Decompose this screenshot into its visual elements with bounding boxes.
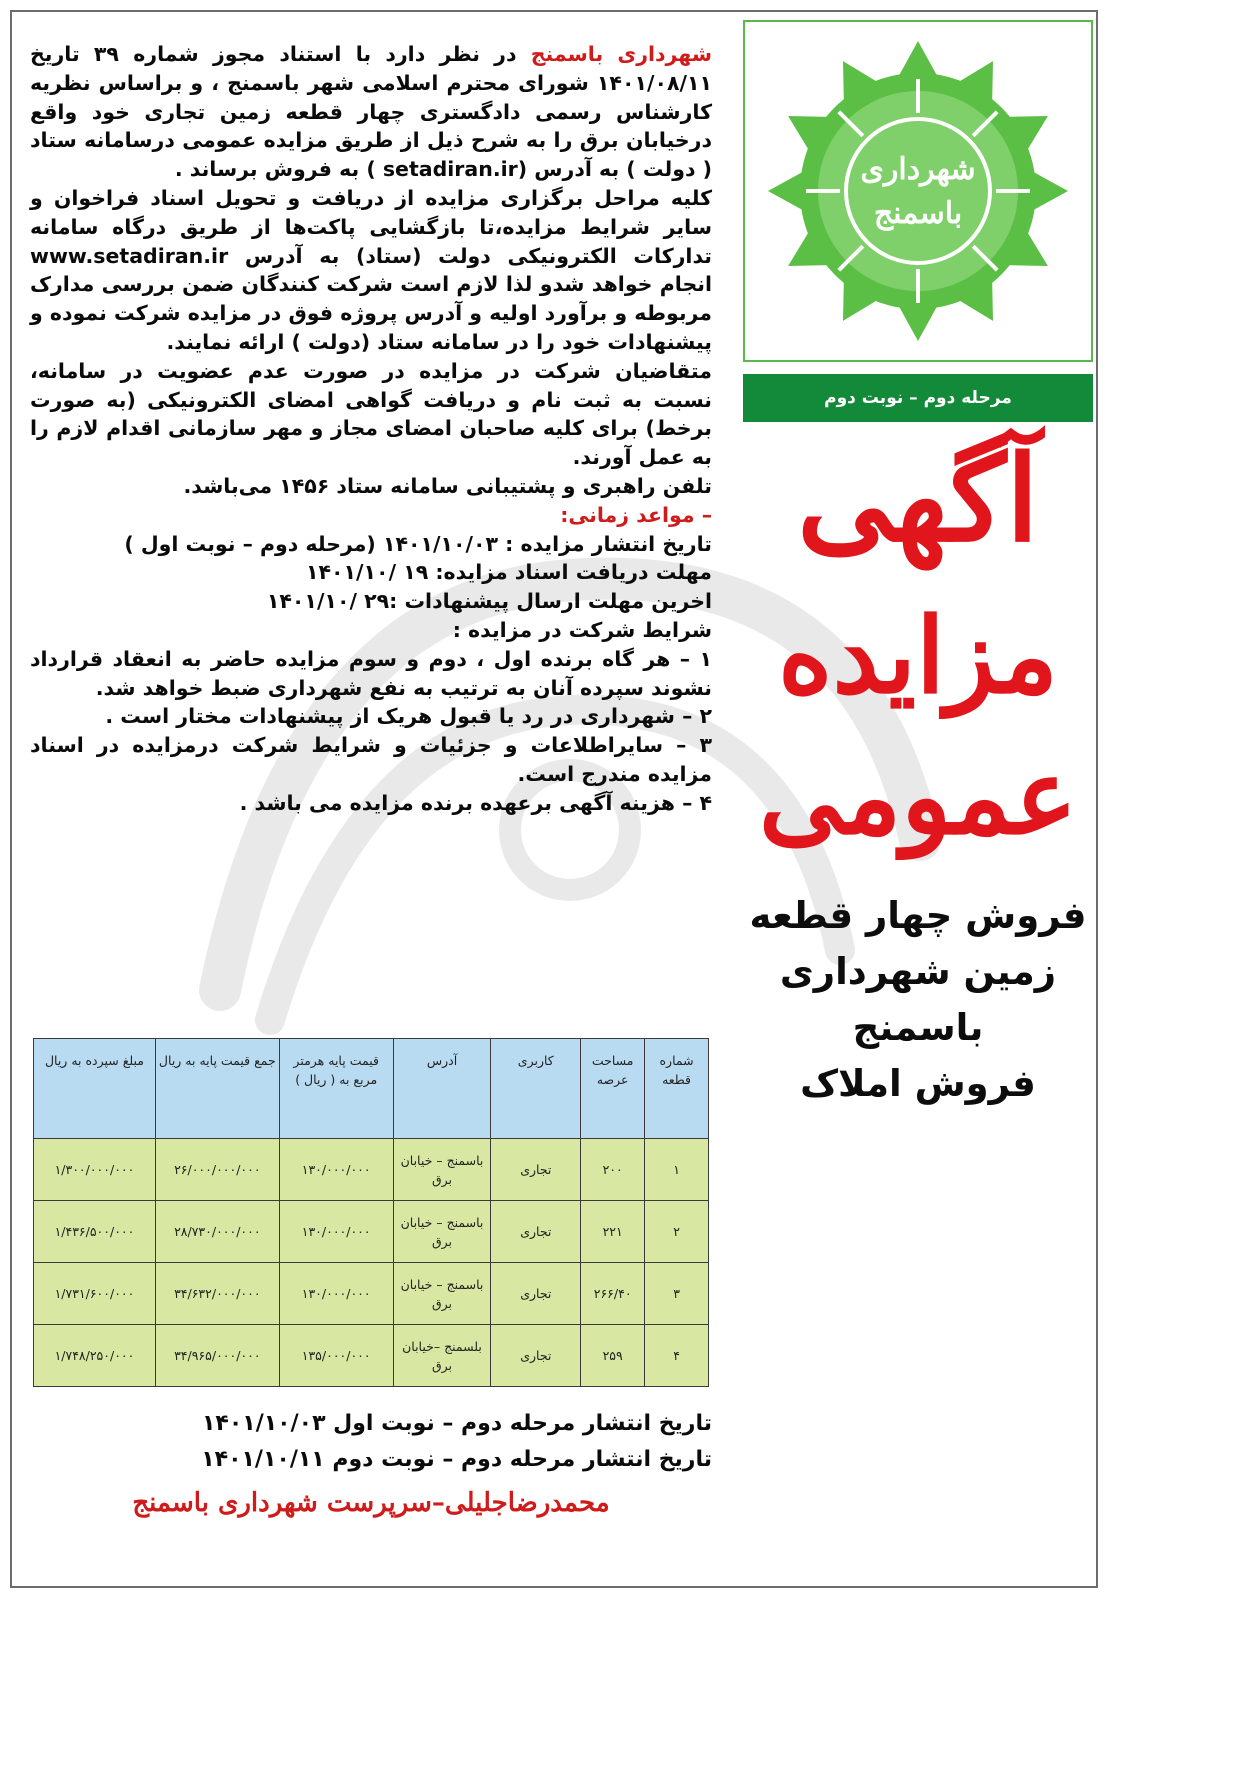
cell-address: بلسمنج –خیابان برق: [393, 1325, 491, 1387]
schedule-proposal-deadline: اخرین مهلت ارسال پیشنهادات :۲۹ /۱۴۰۱/۱۰: [266, 589, 712, 614]
term-1: ۱ – هر گاه برنده اول ، دوم و سوم مزایده حاضر به انعقاد قرارداد نشوند سپرده آنان به ترتیب به نفع شهرداری ضبط خواهد شد.: [30, 646, 712, 700]
publication-dates: [30, 1406, 712, 1478]
term-3: ۳ – سایراطلاعات و جزئیات و شرایط شرکت درمزایده در اسناد مزایده مندرج است.: [30, 733, 712, 786]
subtitle-line-1: فروش چهار قطعه: [749, 894, 1087, 937]
cell-deposit: ۱/۷۳۱/۶۰۰/۰۰۰: [34, 1263, 156, 1325]
header-unit-price: قیمت پایه هرمتر مربع به ( ریال ): [279, 1039, 393, 1139]
signature-line: محمدرضاجلیلی–سرپرست شهرداری باسمنج: [132, 1488, 610, 1518]
cell-plot-number: ۴: [645, 1325, 709, 1387]
publication-date-first: تاریخ انتشار مرحله دوم – نوبت اول ۱۴۰۱/۱۰/۰۳: [202, 1411, 712, 1436]
cell-area: ۲۰۰: [581, 1139, 645, 1201]
plots-table: [33, 1038, 709, 1387]
municipality-logo-icon: [745, 22, 1091, 360]
table-header-row: [34, 1039, 709, 1139]
title-public: عمومی: [758, 735, 1078, 858]
cell-area: ۲۵۹: [581, 1325, 645, 1387]
cell-area: ۲۲۱: [581, 1201, 645, 1263]
table-row: [34, 1325, 709, 1387]
stage-label: مرحله دوم – نوبت دوم: [743, 374, 1093, 422]
cell-total-price: ۲۸/۷۳۰/۰۰۰/۰۰۰: [155, 1201, 279, 1263]
table-row: [34, 1263, 709, 1325]
subtitle-line-2: زمین شهرداری: [779, 950, 1057, 993]
cell-plot-number: ۲: [645, 1201, 709, 1263]
notice-body: [30, 40, 712, 818]
table-row: [34, 1201, 709, 1263]
notice-paragraph-2: کلیه مراحل برگزاری مزایده از دریافت و تحویل اسناد فراخوان و سایر شرایط مزایده،تا بازگشایی پاکت‌ها از طریق درگاه سامانه تدارکات الکترونیکی دولت (ستاد) به آدرس www.setadiran.ir انجام خواهد شدو لذا لازم است شرکت کنندگان ضمن بررسی مدارک مربوطه و برآورد اولیه و آدرس پروژه فوق در مزایده شرکت نموده و پیشنهادات خود را در سامانه ستاد (دولت ) ارائه نمایند.: [30, 185, 712, 354]
cell-usage: تجاری: [491, 1325, 581, 1387]
cell-plot-number: ۳: [645, 1263, 709, 1325]
cell-area: ۲۶۶/۴۰: [581, 1263, 645, 1325]
support-phone-text: تلفن راهبری و پشتیبانی سامانه ستاد ۱۴۵۶ می‌باشد.: [183, 473, 712, 498]
cell-usage: تجاری: [491, 1201, 581, 1263]
cell-plot-number: ۱: [645, 1139, 709, 1201]
notice-intro: [30, 40, 712, 184]
terms-heading: شرایط شرکت در مزایده :: [452, 617, 712, 642]
cell-unit-price: ۱۳۰/۰۰۰/۰۰۰: [279, 1139, 393, 1201]
notice-paragraph-3: متقاضیان شرکت در مزایده در صورت عدم عضویت در سامانه، نسبت به ثبت نام و دریافت گواهی امضای الکترونیکی (به صورت برخط) برای کلیه صاحبان امضای مجاز و مهر سازمانی اقدام لازم را به عمل آورند.: [30, 358, 712, 470]
title-auction: مزایده: [777, 594, 1058, 717]
cell-deposit: ۱/۴۳۶/۵۰۰/۰۰۰: [34, 1201, 156, 1263]
publication-date-second: تاریخ انتشار مرحله دوم – نوبت دوم ۱۴۰۱/۱۰/۱۱: [201, 1447, 712, 1472]
cell-deposit: ۱/۳۰۰/۰۰۰/۰۰۰: [34, 1139, 156, 1201]
schedule-documents-deadline: مهلت دریافت اسناد مزایده: ۱۹ /۱۴۰۱/۱۰: [306, 560, 712, 585]
header-area: مساحت عرصه: [581, 1039, 645, 1139]
cell-usage: تجاری: [491, 1139, 581, 1201]
header-deposit: مبلغ سپرده به ریال: [34, 1039, 156, 1139]
header-address: آدرس: [393, 1039, 491, 1139]
header-plot-number: شماره قطعه: [645, 1039, 709, 1139]
municipality-name: شهرداری باسمنج: [530, 42, 712, 66]
intro-text: در نظر دارد با استناد مجوز شماره ۳۹ تاریخ ۱۴۰۱/۰۸/۱۱ شورای محترم اسلامی شهر باسمنج ، و براساس نظریه کارشناس رسمی دادگستری چهار قطعه زمین تجاری خود واقع درخیابان برق را به شرح ذیل از طریق مزایده عمومی درسامانه ستاد ( دولت ) به آدرس (setadiran.ir ) به فروش برساند .: [30, 42, 712, 182]
subtitle-line-3: باسمنج: [852, 1006, 984, 1049]
header-usage: کاربری: [491, 1039, 581, 1139]
title-announcement: آگهی: [797, 429, 1039, 568]
schedule-heading: – مواعد زمانی:: [560, 502, 712, 527]
table-row: [34, 1139, 709, 1201]
cell-unit-price: ۱۳۰/۰۰۰/۰۰۰: [279, 1263, 393, 1325]
logo-text-top: شهرداری: [860, 152, 976, 187]
cell-unit-price: ۱۳۵/۰۰۰/۰۰۰: [279, 1325, 393, 1387]
logo-text-bottom: باسمنج: [873, 196, 963, 231]
subtitle-line-4: فروش املاک: [800, 1062, 1036, 1105]
cell-unit-price: ۱۳۰/۰۰۰/۰۰۰: [279, 1201, 393, 1263]
header-total-price: جمع قیمت پایه به ریال: [155, 1039, 279, 1139]
cell-usage: تجاری: [491, 1263, 581, 1325]
cell-total-price: ۳۴/۹۶۵/۰۰۰/۰۰۰: [155, 1325, 279, 1387]
subtitle-block: [743, 888, 1093, 1112]
cell-address: باسمنج – خیابان برق: [393, 1263, 491, 1325]
municipality-logo-box: [743, 20, 1093, 362]
cell-deposit: ۱/۷۴۸/۲۵۰/۰۰۰: [34, 1325, 156, 1387]
cell-address: باسمنج – خیابان برق: [393, 1139, 491, 1201]
term-4: ۴ – هزینه آگهی برعهده برنده مزایده می باشد .: [239, 790, 712, 815]
cell-total-price: ۲۶/۰۰۰/۰۰۰/۰۰۰: [155, 1139, 279, 1201]
cell-address: باسمنج – خیابان برق: [393, 1201, 491, 1263]
term-2: ۲ – شهرداری در رد یا قبول هریک از پیشنهادات مختار است .: [105, 704, 712, 729]
schedule-publish-date: تاریخ انتشار مزایده : ۱۴۰۱/۱۰/۰۳ (مرحله دوم – نوبت اول ): [124, 531, 712, 556]
cell-total-price: ۳۴/۶۳۲/۰۰۰/۰۰۰: [155, 1263, 279, 1325]
